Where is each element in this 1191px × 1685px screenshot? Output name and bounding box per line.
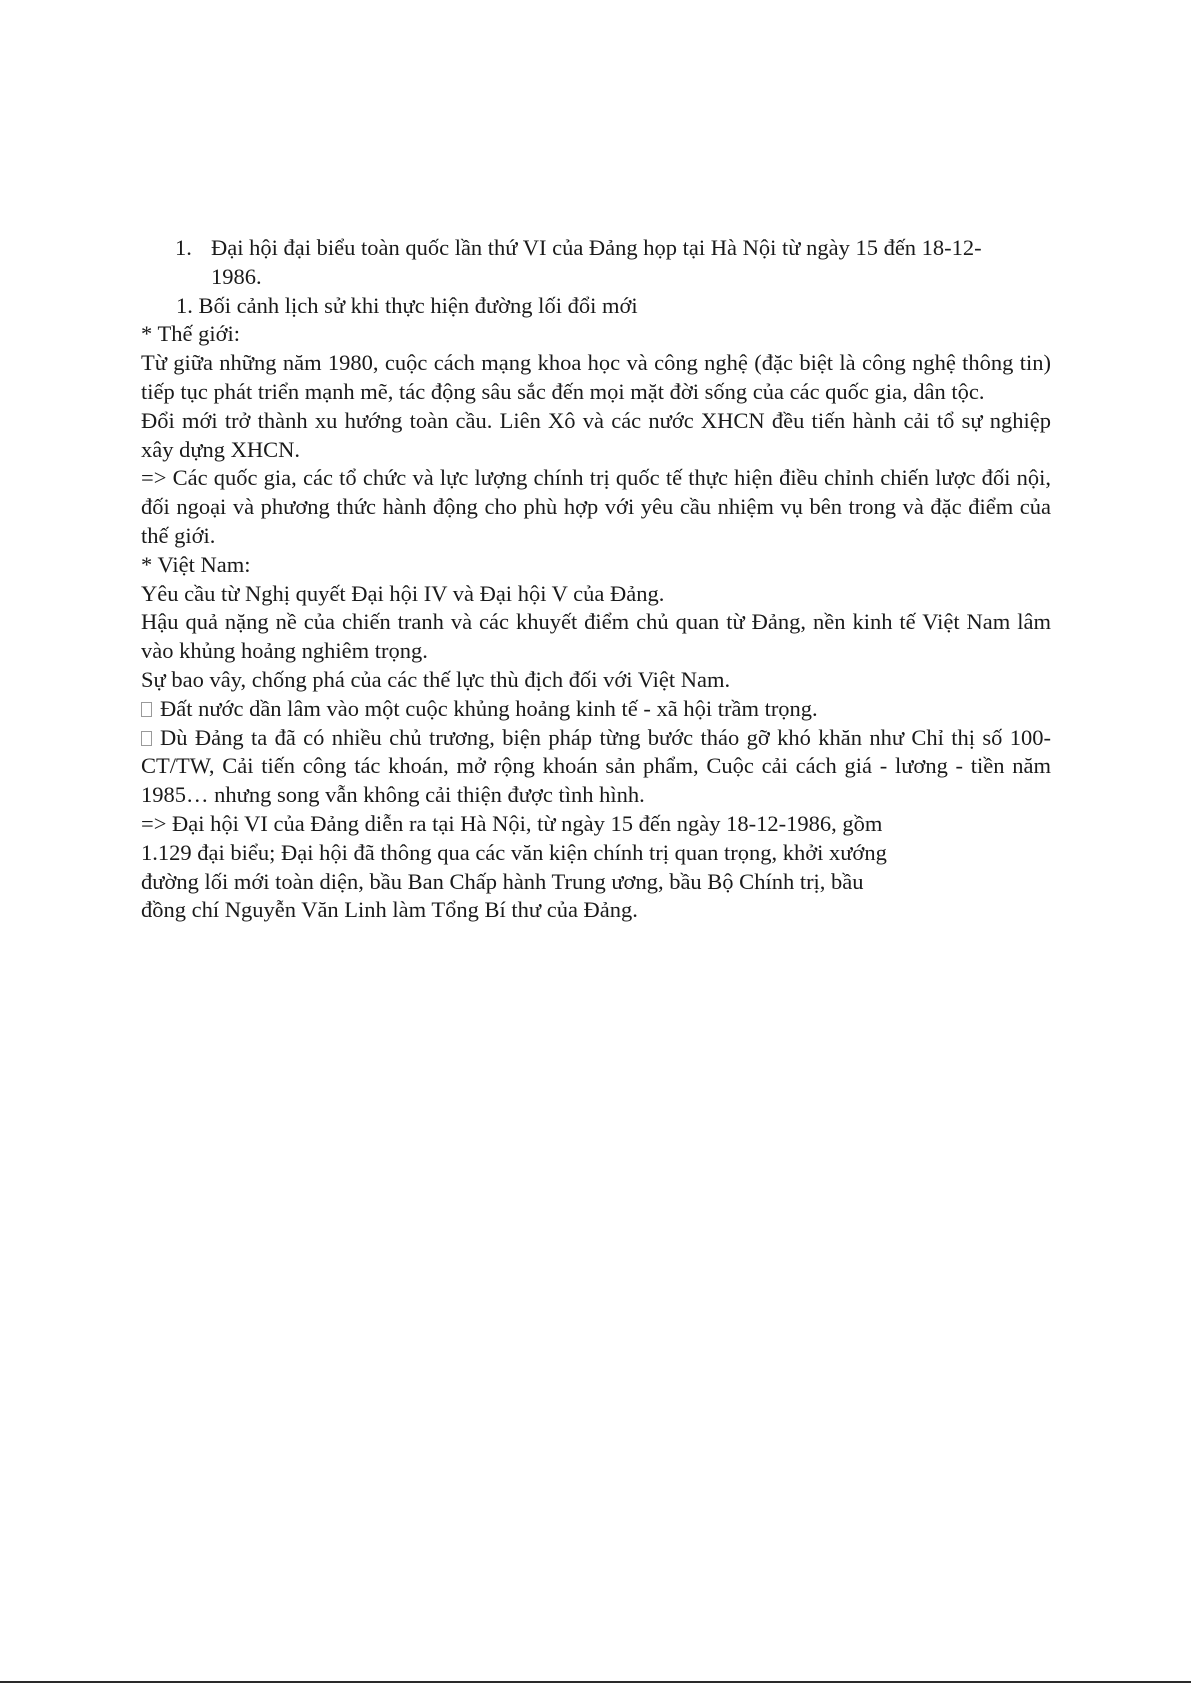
vietnam-bullet-2-text: Dù Đảng ta đã có nhiều chủ trương, biện pháp từng bước tháo gỡ khó khăn như Chỉ thị số 100-CT/TW, Cải tiến công tác khoán, mở rộng khoán sản phẩm, Cuộc cải cách giá - lương - tiền năm 1985… nhưng song vẫn không cải thiện được tình hình. xyxy=(141,724,1051,808)
world-paragraph-3: => Các quốc gia, các tổ chức và lực lượng chính trị quốc tế thực hiện điều chỉnh chiến lược đối nội, đối ngoại và phương thức hành động cho phù hợp với yêu cầu nhiệm vụ bên trong và đặc điểm của thế giới. xyxy=(141,465,1051,548)
numbered-item-1 xyxy=(141,234,1021,292)
vietnam-bullet-1 xyxy=(141,695,1051,724)
item-text: Đại hội đại biểu toàn quốc lần thứ VI của Đảng họp tại Hà Nội từ ngày 15 đến 18-12-1986. xyxy=(211,235,982,289)
conclusion-line: đồng chí Nguyễn Văn Linh làm Tổng Bí thư của Đảng. xyxy=(141,897,638,923)
missing-glyph-box-icon xyxy=(141,702,152,717)
page-bottom-rule xyxy=(0,1681,1191,1683)
conclusion-line: đường lối mới toàn diện, bầu Ban Chấp hành Trung ương, bầu Bộ Chính trị, bầu xyxy=(141,868,864,894)
vietnam-paragraph-2: Hậu quả nặng nề của chiến tranh và các khuyết điểm chủ quan từ Đảng, nền kinh tế Việt Nam lâm vào khủng hoảng nghiêm trọng. xyxy=(141,609,1051,664)
vietnam-bullet-2 xyxy=(141,724,1051,810)
vietnam-paragraph-3: Sự bao vây, chống phá của các thế lực thù địch đối với Việt Nam. xyxy=(141,666,731,692)
missing-glyph-box-icon xyxy=(141,731,152,746)
document-body xyxy=(141,234,1051,925)
vietnam-paragraph-1: Yêu cầu từ Nghị quyết Đại hội IV và Đại hội V của Đảng. xyxy=(141,580,665,606)
world-heading: * Thế giới: xyxy=(141,321,240,347)
item-number: 1. xyxy=(175,235,192,260)
conclusion-line: 1.129 đại biểu; Đại hội đã thông qua các văn kiện chính trị quan trọng, khởi xướng xyxy=(141,839,887,865)
conclusion-line: => Đại hội VI của Đảng diễn ra tại Hà Nội, từ ngày 15 đến ngày 18-12-1986, gồm xyxy=(141,810,883,836)
vietnam-heading: * Việt Nam: xyxy=(141,551,251,577)
vietnam-bullet-1-text: Đất nước dần lâm vào một cuộc khủng hoảng kinh tế - xã hội trầm trọng. xyxy=(160,695,818,721)
world-paragraph-1: Từ giữa những năm 1980, cuộc cách mạng khoa học và công nghệ (đặc biệt là công nghệ thông tin) tiếp tục phát triển mạnh mẽ, tác động sâu sắc đến mọi mặt đời sống của các quốc gia, dân tộc. xyxy=(141,350,1051,404)
conclusion-paragraph xyxy=(141,810,1051,925)
section-subheading: 1. Bối cảnh lịch sử khi thực hiện đường lối đổi mới xyxy=(176,292,638,318)
world-paragraph-2: Đổi mới trở thành xu hướng toàn cầu. Liên Xô và các nước XHCN đều tiến hành cải tổ sự nghiệp xây dựng XHCN. xyxy=(141,407,1051,462)
